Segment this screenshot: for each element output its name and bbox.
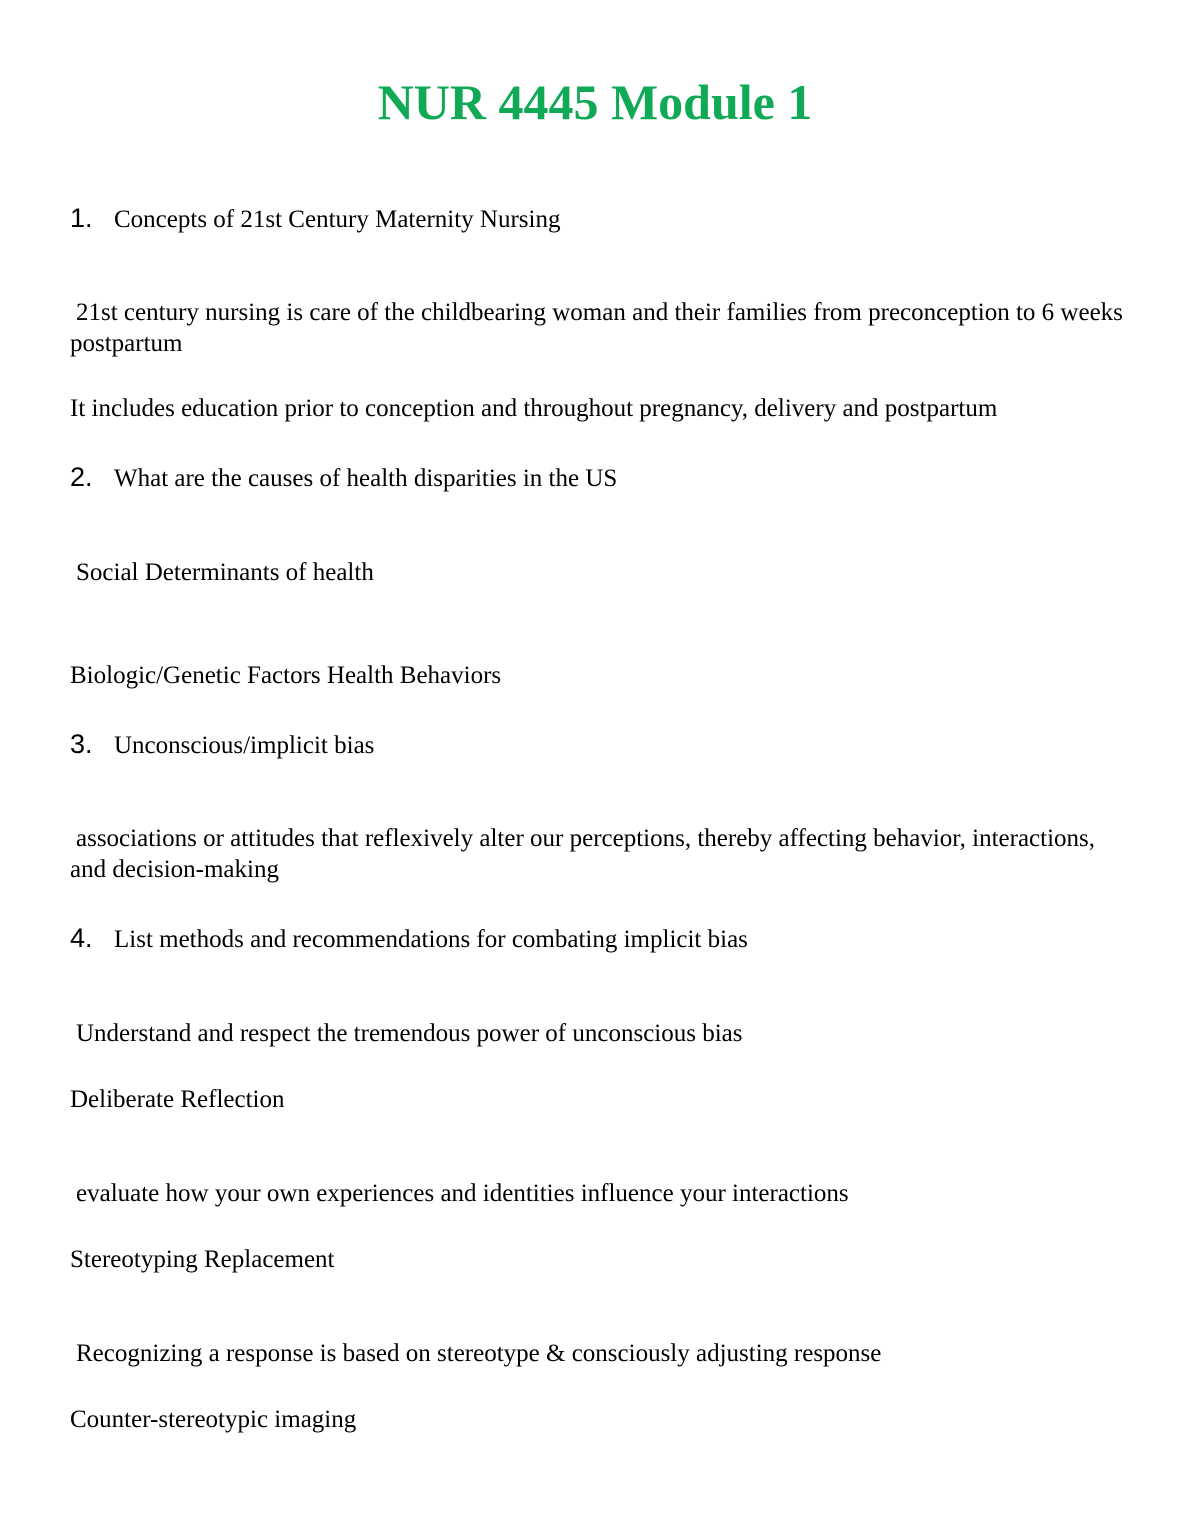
question-text: List methods and recommendations for combating implicit bias [114, 926, 748, 953]
page-title: NUR 4445 Module 1 [377, 74, 813, 130]
answer-paragraph: evaluate how your own experiences and identities influence your interactions [76, 1180, 849, 1207]
question-text: What are the causes of health disparities in the US [114, 465, 618, 492]
answer-paragraph: associations or attitudes that reflexively alter our perceptions, thereby affecting behavior, interactions, and decision-making [70, 825, 1096, 883]
question-3 [70, 728, 374, 762]
question-4 [70, 922, 748, 956]
question-2 [70, 461, 617, 495]
answer-paragraph: Stereotyping Replacement [70, 1246, 335, 1273]
answer-paragraph: Biologic/Genetic Factors Health Behaviors [70, 662, 502, 689]
answer-paragraph: It includes education prior to conception and throughout pregnancy, delivery and postpartum [70, 395, 998, 422]
answer-paragraph: 21st century nursing is care of the childbearing woman and their families from preconception to 6 weeks postpartum [70, 299, 1123, 357]
question-text: Unconscious/implicit bias [114, 732, 375, 759]
question-1 [70, 202, 560, 236]
question-number: 4. [70, 923, 93, 953]
question-number: 2. [70, 462, 93, 492]
question-text: Concepts of 21st Century Maternity Nursing [114, 206, 561, 233]
answer-paragraph: Counter-stereotypic imaging [70, 1406, 357, 1433]
answer-paragraph: Understand and respect the tremendous power of unconscious bias [76, 1020, 743, 1047]
answer-paragraph: Social Determinants of health [76, 559, 374, 586]
answer-paragraph: Recognizing a response is based on stereotype & consciously adjusting response [76, 1340, 882, 1367]
answer-paragraph: Deliberate Reflection [70, 1086, 285, 1113]
question-number: 3. [70, 729, 93, 759]
question-number: 1. [70, 203, 93, 233]
